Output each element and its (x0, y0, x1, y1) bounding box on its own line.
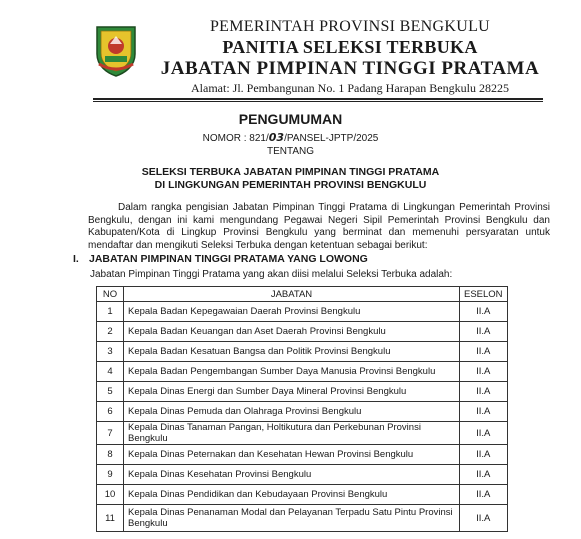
province-emblem-icon (93, 24, 139, 78)
handwritten-number: 03 (268, 131, 285, 144)
announcement-title: PENGUMUMAN (238, 111, 343, 127)
table-row: 6 Kepala Dinas Pemuda dan Olahraga Provinsi Bengkulu II.A (97, 402, 508, 422)
header-position-title: JABATAN PIMPINAN TINGGI PRATAMA (160, 58, 540, 79)
table-row: 7 Kepala Dinas Tanaman Pangan, Holtikutura dan Perkebunan Provinsi Bengkulu II.A (97, 422, 508, 445)
table-row: 1 Kepala Badan Kepegawaian Daerah Provinsi Bengkulu II.A (97, 302, 508, 322)
column-header-eselon: ESELON (460, 287, 508, 302)
column-header-jabatan: JABATAN (124, 287, 460, 302)
announcement-tentang: TENTANG (266, 146, 315, 157)
table-row: 9 Kepala Dinas Kesehatan Provinsi Bengkulu II.A (97, 465, 508, 485)
header-committee-name: PANITIA SELEKSI TERBUKA (222, 37, 478, 57)
header-address: Alamat: Jl. Pembangunan No. 1 Padang Harapan Bengkulu 28225 (191, 81, 509, 95)
announcement-subject-line1: SELEKSI TERBUKA JABATAN PIMPINAN TINGGI PRATAMA (141, 166, 440, 178)
section-intro: Jabatan Pimpinan Tinggi Pratama yang akan diisi melalui Seleksi Terbuka adalah: (90, 269, 453, 280)
table-header-row (97, 287, 508, 302)
header-divider (93, 98, 543, 100)
table-row: 5 Kepala Dinas Energi dan Sumber Daya Mineral Provinsi Bengkulu II.A (97, 382, 508, 402)
table-row: 3 Kepala Badan Kesatuan Bangsa dan Politik Provinsi Bengkulu II.A (97, 342, 508, 362)
table-row: 8 Kepala Dinas Peternakan dan Kesehatan Hewan Provinsi Bengkulu II.A (97, 445, 508, 465)
table-row: 11 Kepala Dinas Penanaman Modal dan Pelayanan Terpadu Satu Pintu Provinsi Bengkulu II.A (97, 505, 508, 532)
table-row: 4 Kepala Badan Pengembangan Sumber Daya Manusia Provinsi Bengkulu II.A (97, 362, 508, 382)
announcement-number: NOMOR : 821/03/PANSEL-JPTP/2025 (202, 131, 379, 144)
header-government-name: PEMERINTAH PROVINSI BENGKULU (209, 18, 490, 35)
header-divider-thin (93, 101, 543, 102)
announcement-subject-line2: DI LINGKUNGAN PEMERINTAH PROVINSI BENGKULU (154, 179, 427, 191)
position-table (96, 286, 508, 532)
column-header-no: NO (97, 287, 124, 302)
announcement-paragraph: Dalam rangka pengisian Jabatan Pimpinan Tinggi Pratama di Lingkungan Pemerintah Provinsi Bengkulu, dengan ini kami mengundang Pegawai Negeri Sipil Pemerintah Provinsi Bengkulu dan Kabupaten/Kota di Lingkup Provinsi Bengkulu yang berminat dan memenuhi persyaratan untuk mendaftar dan mengikuti Seleksi Terbuka dengan ketentuan sebagai berikut: (88, 202, 550, 251)
table-row: 10 Kepala Dinas Pendidikan dan Kebudayaan Provinsi Bengkulu II.A (97, 485, 508, 505)
table-row: 2 Kepala Badan Keuangan dan Aset Daerah Provinsi Bengkulu II.A (97, 322, 508, 342)
section-heading: I. JABATAN PIMPINAN TINGGI PRATAMA YANG LOWONG (73, 253, 368, 265)
